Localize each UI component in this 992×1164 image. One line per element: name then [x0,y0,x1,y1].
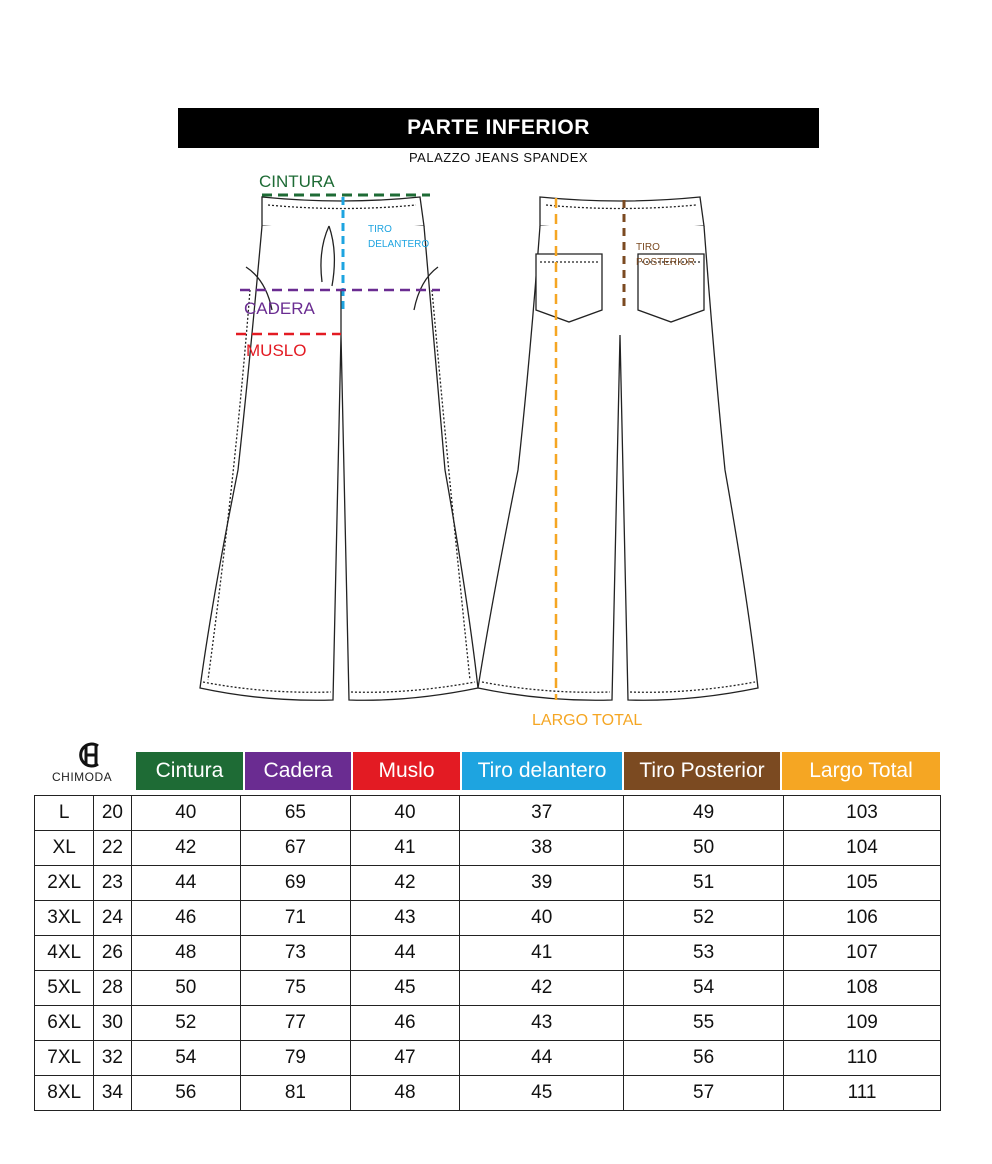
cell-tiro-posterior: 57 [624,1076,784,1111]
cell-num: 28 [94,971,131,1006]
cell-muslo: 47 [350,1041,460,1076]
cell-cadera: 75 [241,971,351,1006]
cell-muslo: 43 [350,901,460,936]
cell-largo-total: 110 [784,1041,941,1076]
cell-tiro-delantero: 39 [460,866,624,901]
page-title: PARTE INFERIOR [178,108,819,148]
cell-cintura: 40 [131,796,241,831]
cell-cintura: 50 [131,971,241,1006]
brand-logo [44,740,134,790]
table-row [35,796,941,831]
cell-num: 20 [94,796,131,831]
cell-cintura: 52 [131,1006,241,1041]
label-tiro-posterior-2: POSTERIOR [636,257,695,268]
label-tiro-delantero-2: DELANTERO [368,239,430,250]
pants-diagram [0,160,992,740]
cell-num: 32 [94,1041,131,1076]
cell-size: 5XL [35,971,94,1006]
cell-tiro-posterior: 55 [624,1006,784,1041]
cell-muslo: 42 [350,866,460,901]
table-row [35,831,941,866]
cell-largo-total: 109 [784,1006,941,1041]
cell-size: 8XL [35,1076,94,1111]
cell-num: 30 [94,1006,131,1041]
header-tiro-posterior: Tiro Posterior [624,752,780,790]
table-row [35,1076,941,1111]
cell-size: 2XL [35,866,94,901]
cell-largo-total: 108 [784,971,941,1006]
cell-muslo: 45 [350,971,460,1006]
label-muslo: MUSLO [246,341,307,360]
cell-num: 26 [94,936,131,971]
label-tiro-delantero-1: TIRO [368,224,392,235]
cell-cadera: 81 [241,1076,351,1111]
front-pants-drawing [200,197,478,700]
cell-largo-total: 105 [784,866,941,901]
cell-cadera: 77 [241,1006,351,1041]
header-tiro-delantero: Tiro delantero [462,752,622,790]
cell-muslo: 40 [350,796,460,831]
cell-tiro-delantero: 37 [460,796,624,831]
cell-muslo: 41 [350,831,460,866]
cell-cintura: 48 [131,936,241,971]
cell-tiro-posterior: 52 [624,901,784,936]
cell-tiro-delantero: 43 [460,1006,624,1041]
table-row [35,866,941,901]
table-row [35,936,941,971]
header-largo-total: Largo Total [782,752,940,790]
cell-cintura: 42 [131,831,241,866]
size-table [34,795,941,1111]
cell-tiro-posterior: 54 [624,971,784,1006]
label-tiro-posterior-1: TIRO [636,242,660,253]
cell-cadera: 79 [241,1041,351,1076]
table-row [35,901,941,936]
label-largo-total: LARGO TOTAL [532,712,643,729]
cell-size: 6XL [35,1006,94,1041]
cell-largo-total: 111 [784,1076,941,1111]
cell-tiro-delantero: 38 [460,831,624,866]
cell-tiro-delantero: 45 [460,1076,624,1111]
table-row [35,1006,941,1041]
cell-size: 7XL [35,1041,94,1076]
cell-num: 34 [94,1076,131,1111]
cell-size: XL [35,831,94,866]
header-muslo: Muslo [353,752,460,790]
cell-muslo: 46 [350,1006,460,1041]
cell-tiro-posterior: 53 [624,936,784,971]
cell-size: 4XL [35,936,94,971]
header-cadera: Cadera [245,752,351,790]
cell-muslo: 48 [350,1076,460,1111]
cell-muslo: 44 [350,936,460,971]
cell-cadera: 69 [241,866,351,901]
cell-tiro-delantero: 40 [460,901,624,936]
chimoda-logo-icon [74,740,108,770]
cell-cintura: 56 [131,1076,241,1111]
cell-tiro-posterior: 51 [624,866,784,901]
cell-num: 23 [94,866,131,901]
cell-cadera: 65 [241,796,351,831]
cell-cadera: 73 [241,936,351,971]
table-row [35,1041,941,1076]
cell-num: 24 [94,901,131,936]
cell-largo-total: 106 [784,901,941,936]
cell-num: 22 [94,831,131,866]
cell-largo-total: 107 [784,936,941,971]
cell-cintura: 54 [131,1041,241,1076]
cell-tiro-delantero: 42 [460,971,624,1006]
cell-cadera: 71 [241,901,351,936]
label-cintura: CINTURA [259,172,335,191]
label-cadera: CADERA [244,299,315,318]
cell-tiro-posterior: 56 [624,1041,784,1076]
cell-size: L [35,796,94,831]
cell-tiro-delantero: 41 [460,936,624,971]
logo-text: CHIMODA [52,770,113,784]
header-cintura: Cintura [136,752,243,790]
back-pants-drawing [478,197,758,700]
cell-size: 3XL [35,901,94,936]
cell-tiro-posterior: 49 [624,796,784,831]
cell-largo-total: 104 [784,831,941,866]
table-row [35,971,941,1006]
cell-tiro-delantero: 44 [460,1041,624,1076]
cell-cintura: 46 [131,901,241,936]
cell-largo-total: 103 [784,796,941,831]
product-subtitle: PALAZZO JEANS SPANDEX [408,150,589,165]
cell-cadera: 67 [241,831,351,866]
cell-cintura: 44 [131,866,241,901]
cell-tiro-posterior: 50 [624,831,784,866]
